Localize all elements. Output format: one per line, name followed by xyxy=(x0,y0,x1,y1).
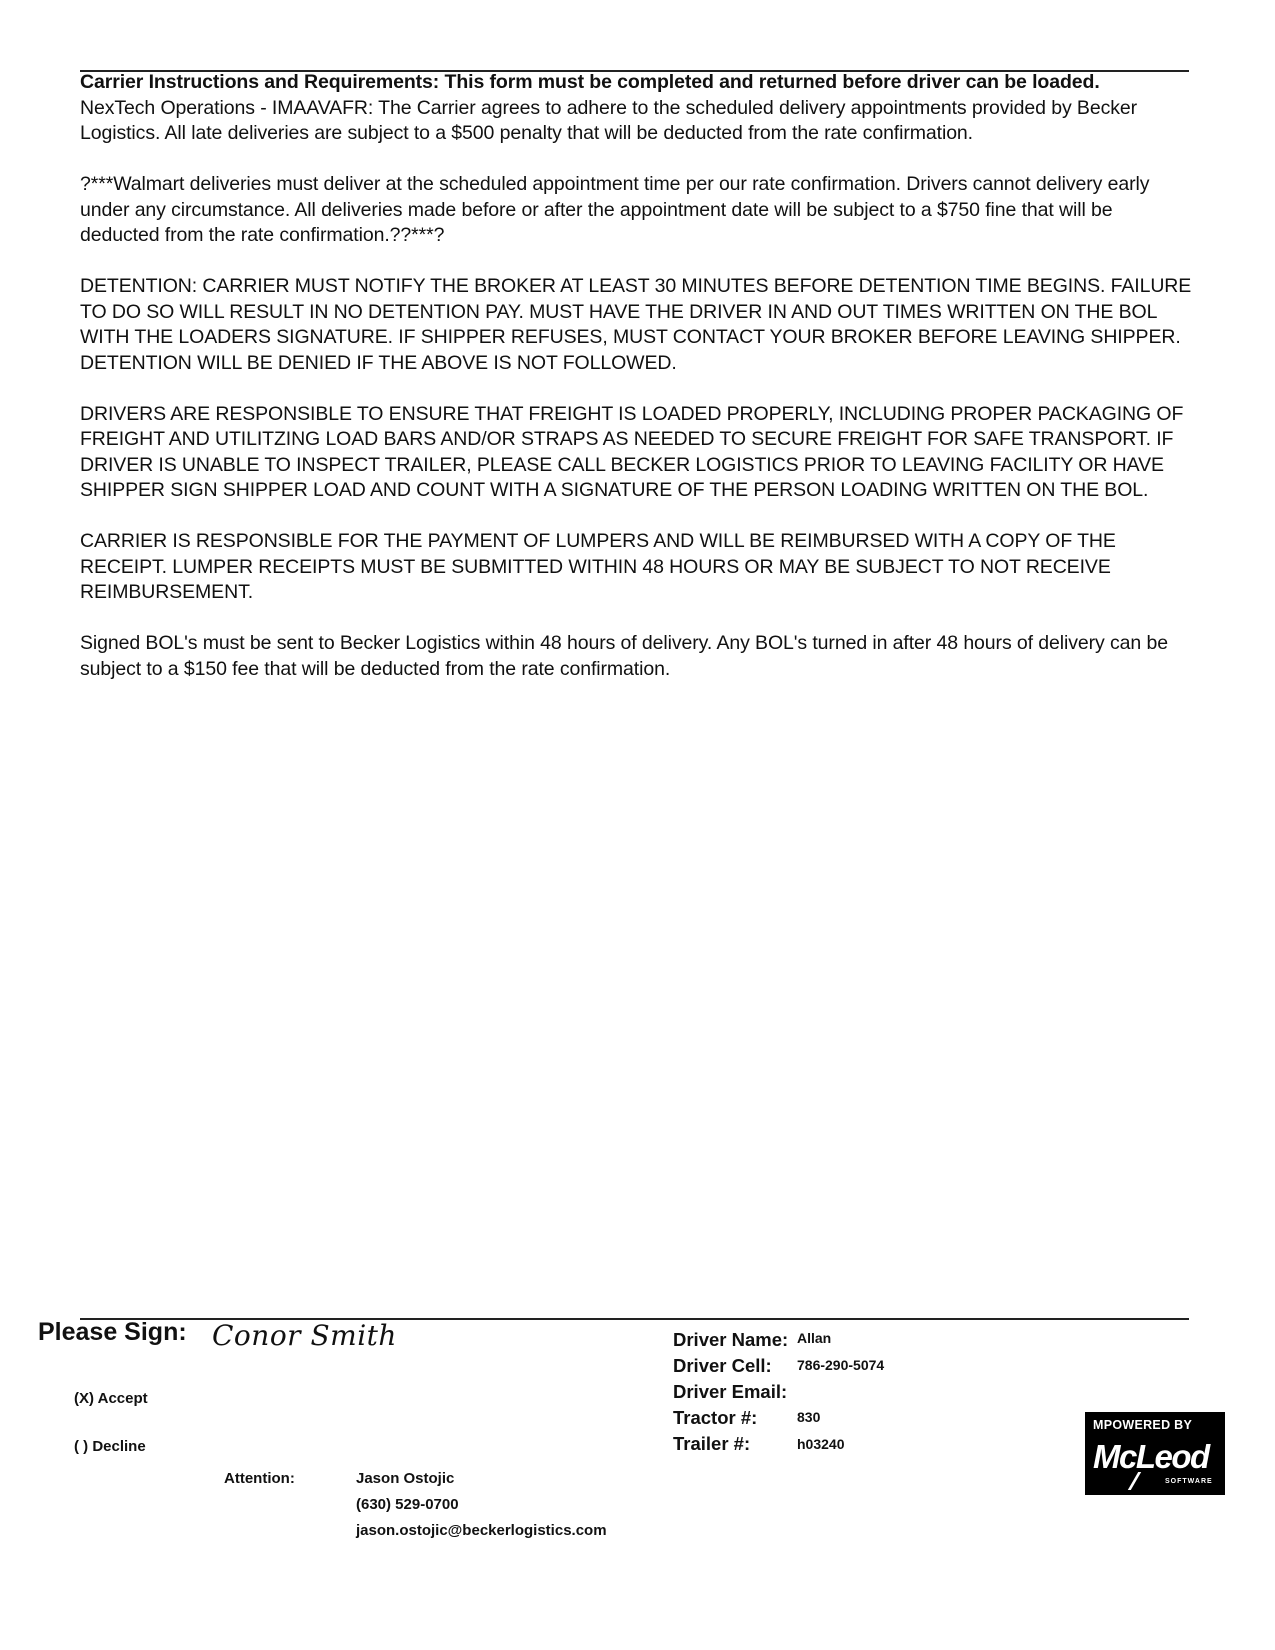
attention-phone: (630) 529-0700 xyxy=(356,1496,459,1513)
driver-name-value: Allan xyxy=(797,1330,832,1346)
attention-name: Jason Ostojic xyxy=(356,1470,455,1487)
paragraph-late-deliveries: NexTech Operations - IMAAVAFR: The Carrier agrees to adhere to the scheduled delivery appointments provided by Becker Logistics. All late deliveries are subject to a $500 penalty that will be deducted from the rate confirmation. xyxy=(80,96,1138,144)
driver-email-label: Driver Email: xyxy=(673,1381,788,1402)
accept-option[interactable]: (X) Accept xyxy=(74,1390,148,1407)
mcleod-logo xyxy=(1085,1412,1225,1495)
trailer-label: Trailer #: xyxy=(673,1433,751,1454)
paragraph-loading: DRIVERS ARE RESPONSIBLE TO ENSURE THAT FREIGHT IS LOADED PROPERLY, INCLUDING PROPER PACKAGING OF FREIGHT AND UTILITZING LOAD BARS AND/OR STRAPS AS NEEDED TO SECURE FREIGHT FOR SAFE TRANSPORT. IF DRIVER IS UNABLE TO INSPECT TRAILER, PLEASE CALL BECKER LOGISTICS PRIOR TO LEAVING FACILITY OR HAVE SHIPPER SIGN SHIPPER LOAD AND COUNT WITH A SIGNATURE OF THE PERSON LOADING WRITTEN ON THE BOL. xyxy=(80,402,1184,501)
paragraph-detention: DETENTION: CARRIER MUST NOTIFY THE BROKER AT LEAST 30 MINUTES BEFORE DETENTION TIME BEGINS. FAILURE TO DO SO WILL RESULT IN NO DETENTION PAY. MUST HAVE THE DRIVER IN AND OUT TIMES WRITTEN ON THE BOL WITH THE LOADERS SIGNATURE. IF SHIPPER REFUSES, MUST CONTACT YOUR BROKER BEFORE LEAVING SHIPPER. DETENTION WILL BE DENIED IF THE ABOVE IS NOT FOLLOWED. xyxy=(80,275,1192,374)
logo-tagline: MPOWERED BY xyxy=(1093,1418,1193,1432)
driver-cell-value: 786-290-5074 xyxy=(797,1357,885,1373)
logo-subtext: SOFTWARE xyxy=(1165,1478,1213,1485)
please-sign-label: Please Sign: xyxy=(38,1318,187,1346)
decline-option[interactable]: ( ) Decline xyxy=(74,1438,146,1455)
tractor-value: 830 xyxy=(797,1409,821,1425)
driver-name-label: Driver Name: xyxy=(673,1329,789,1350)
trailer-value: h03240 xyxy=(797,1436,845,1452)
driver-cell-label: Driver Cell: xyxy=(673,1355,772,1376)
attention-label: Attention: xyxy=(224,1470,295,1487)
attention-email: jason.ostojic@beckerlogistics.com xyxy=(356,1522,607,1539)
instructions-heading: Carrier Instructions and Requirements: This form must be completed and returned before driver can be loaded. xyxy=(80,71,1100,93)
paragraph-bol: Signed BOL's must be sent to Becker Logistics within 48 hours of delivery. Any BOL's turned in after 48 hours of delivery can be subject to a $150 fee that will be deducted from the rate confirmation. xyxy=(80,632,1168,680)
logo-wordmark: McLeod xyxy=(1093,1438,1209,1475)
instructions-section xyxy=(80,70,1195,708)
paragraph-walmart: ?***Walmart deliveries must deliver at the scheduled appointment time per our rate confirmation. Drivers cannot delivery early under any circumstance. All deliveries made before or after the appointment date will be subject to a $750 fine that will be deducted from the rate confirmation.??***? xyxy=(80,173,1150,246)
paragraph-lumpers: CARRIER IS RESPONSIBLE FOR THE PAYMENT OF LUMPERS AND WILL BE REIMBURSED WITH A COPY OF THE RECEIPT. LUMPER RECEIPTS MUST BE SUBMITTED WITHIN 48 HOURS OR MAY BE SUBJECT TO NOT RECEIVE REIMBURSEMENT. xyxy=(80,530,1116,603)
signature-field[interactable]: Conor Smith xyxy=(212,1319,397,1352)
tractor-label: Tractor #: xyxy=(673,1407,758,1428)
